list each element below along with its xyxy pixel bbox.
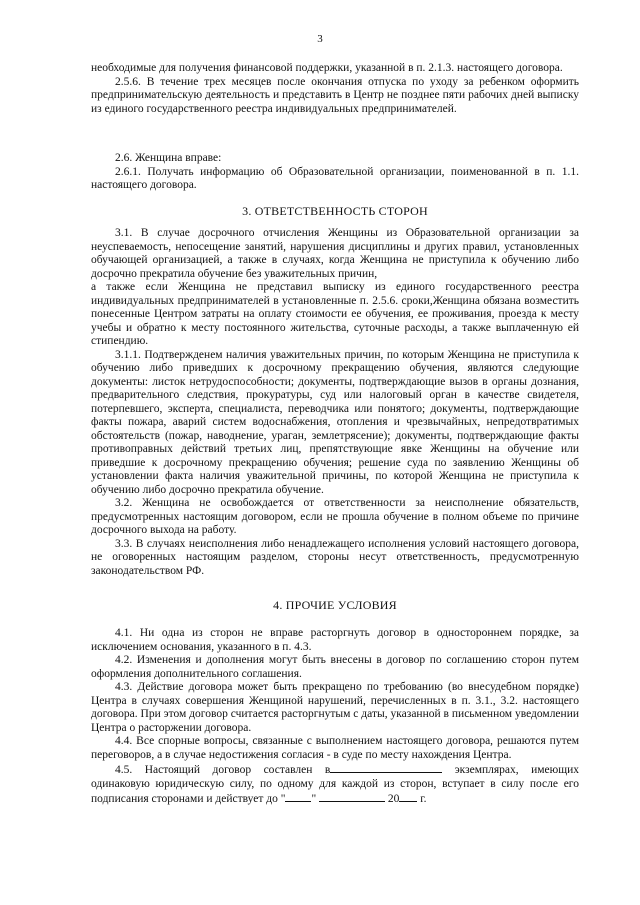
paragraph-4-3: 4.3. Действие договора может быть прекращено по требованию (во внесудебном порядке) Центра в случаях совершения Женщиной нарушений, перечисленных в п. 3.1., 3.2. настоящего договора. При этом договор считается расторгнутым с даты, указанной в письменном уведомлении Центра о расторжении договора.: [91, 681, 579, 734]
section-4: [91, 627, 579, 807]
section-3: [91, 227, 579, 578]
section-3-heading-wrap: [91, 205, 579, 219]
p45-text-d: 20: [387, 793, 400, 805]
copies-count-blank[interactable]: [330, 762, 442, 773]
paragraph-4-5: [91, 762, 579, 807]
top-block: [91, 62, 579, 116]
paragraph-4-1: 4.1. Ни одна из сторон не вправе расторгнуть договор в одностороннем порядке, за исключением основания, указанного в п. 4.3.: [91, 627, 579, 653]
section-4-heading: 4. ПРОЧИЕ УСЛОВИЯ: [273, 598, 397, 612]
paragraph-3-2: 3.2. Женщина не освобождается от ответственности за неисполнение обязательств, предусмотренных настоящим договором, если не прошла обучение в полном объеме по причине досрочного выхода на работу.: [91, 497, 579, 536]
year-blank[interactable]: [399, 791, 417, 802]
paragraph-2-5-6: 2.5.6. В течение трех месяцев после окончания отпуска по уходу за ребенком оформить предпринимательскую деятельность и представить в Центр не позднее пяти рабочих дней выписку из единого государственного реестра индивидуальных предпринимателей.: [91, 75, 579, 115]
day-blank[interactable]: [285, 791, 311, 802]
paragraph-continuation: необходимые для получения финансовой поддержки, указанной в п. 2.1.3. настоящего договора.: [91, 62, 563, 74]
p45-text-b: экземплярах, имеющих одинаковую юридическую силу, по одному для каждой из сторон, вступает в силу после его подписания сторонами и действует до ": [91, 764, 579, 805]
p45-text-a: 4.5. Настоящий договор составлен в: [115, 764, 331, 776]
section-4-heading-wrap: [91, 599, 579, 613]
paragraph-2-6-1: 2.6.1. Получать информацию об Образовательной организации, поименованной в п. 1.1. настоящего договора.: [91, 165, 579, 191]
section-2-6: [91, 152, 579, 193]
month-blank[interactable]: [319, 791, 385, 802]
paragraph-4-4: 4.4. Все спорные вопросы, связанные с выполнением настоящего договора, решаются путем переговоров, а в случае недостижения согласия - в суде по месту нахождения Центра.: [91, 735, 579, 761]
paragraph-4-2: 4.2. Изменения и дополнения могут быть внесены в договор по соглашению сторон путем оформления дополнительного соглашения.: [91, 654, 579, 680]
p45-text-e: г.: [420, 793, 427, 805]
paragraph-3-1-cont: а также если Женщина не представил выписку из единого государственного реестра индивидуальных предпринимателей в установленные п. 2.5.6. сроки,Женщина обязана возместить понесенные Центром затраты на оплату стоимости ее обучения, ее проживания, проезда к месту учебы и обратно к месту постоянного жительства, суточные расходы, а также выплаченную ей стипендию.: [91, 281, 579, 347]
paragraph-3-1-1: 3.1.1. Подтвержденем наличия уважительных причин, по которым Женщина не приступила к обучению либо приведших к досрочному прекращению обучения, являются следующие документы: листок нетрудоспособности; документы, подтверждающие вызов в органы дознания, предварительного следствия, прокуратуры, суд или налоговый орган в качестве свидетеля, потерпевшего, эксперта, специалиста, переводчика или понятого; документы, подтверждающие факты пожара, аварий систем водоснабжения, отопления и чрезвычайных, непредотвратимых обстоятельств (пожар, наводнение, ураган, землетрясение); документы, подтверждающие факты противоправных действий третьих лиц, препятствующие явке Женщины на обучение или приведшие к досрочному прекращению обучения; решение суда по заявлению Женщины об установлении факта наличия уважительной причины, по которой Женщина не приступила к обучению либо досрочно прекратила обучение.: [91, 348, 579, 496]
paragraph-2-6: 2.6. Женщина вправе:: [115, 152, 222, 164]
section-3-heading: 3. ОТВЕТСТВЕННОСТЬ СТОРОН: [242, 204, 428, 218]
p45-text-c: ": [311, 793, 317, 805]
paragraph-3-1: 3.1. В случае досрочного отчисления Женщины из Образовательной организации за неуспеваемость, непосещение занятий, нарушения дисциплины и других правил, установленных обучающей организацией, а также в случаях, когда Женщина не приступила к обучению либо досрочно прекратила обучение без уважительных причин,: [91, 227, 579, 280]
paragraph-3-3: 3.3. В случаях неисполнения либо ненадлежащего исполнения условий настоящего договора, не оговоренных настоящим разделом, стороны несут ответственность, предусмотренную законодательством РФ.: [91, 537, 579, 577]
page-number: 3: [317, 33, 323, 45]
